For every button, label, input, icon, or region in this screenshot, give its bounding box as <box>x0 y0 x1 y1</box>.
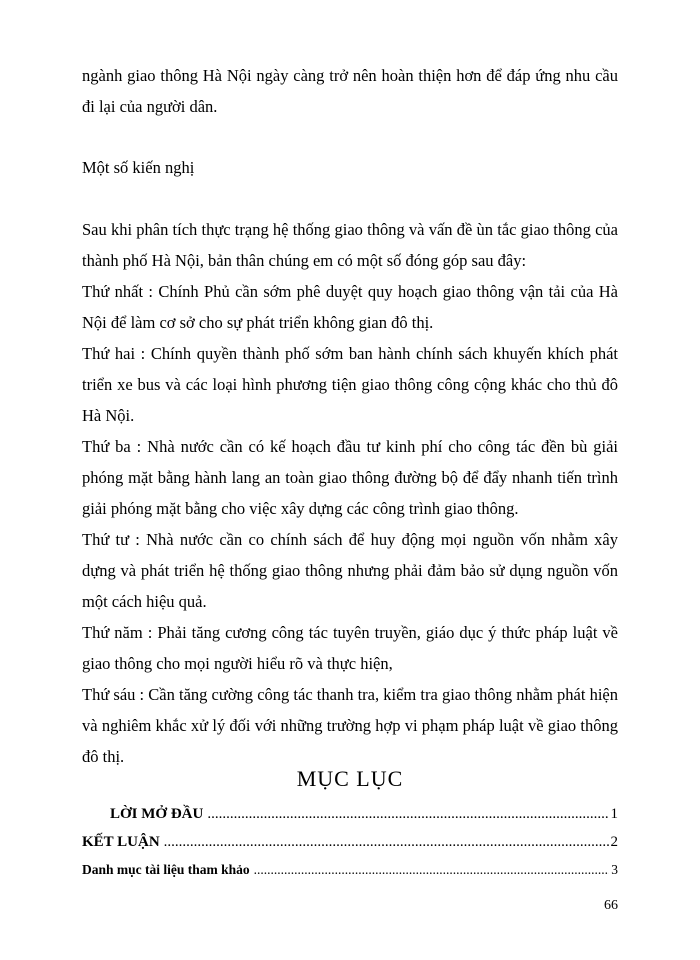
opening-paragraph: ngành giao thông Hà Nội ngày càng trở nên hoàn thiện hơn để đáp ứng nhu cầu đi lại của người dân. <box>82 66 618 116</box>
recommendation-item-1: Thứ nhất : Chính Phủ cần sớm phê duyệt quy hoạch giao thông vận tải của Hà Nội để làm cơ sở cho sự phát triển không gian đô thị. <box>82 282 618 332</box>
toc-entry-introduction[interactable] <box>82 806 618 828</box>
toc-entry-label: KẾT LUẬN <box>82 834 160 850</box>
page-number: 66 <box>604 898 618 913</box>
toc-dot-leader <box>207 806 608 823</box>
intro-paragraph: Sau khi phân tích thực trạng hệ thống giao thông và vấn đề ùn tắc giao thông của thành phố Hà Nội, bản thân chúng em có một số đóng góp sau đây: <box>82 220 618 270</box>
recommendation-item-2: Thứ hai : Chính quyền thành phố sớm ban hành chính sách khuyến khích phát triển xe bus và các loại hình phương tiện giao thông công cộng khác cho thủ đô Hà Nội. <box>82 344 618 425</box>
toc-dot-leader <box>254 862 610 878</box>
toc-entry-references[interactable] <box>82 862 618 884</box>
toc-entry-label: Danh mục tài liệu tham khảo <box>82 862 250 877</box>
toc-entry-page: 3 <box>611 862 618 877</box>
toc-dot-leader <box>164 834 609 851</box>
recommendation-item-4: Thứ tư : Nhà nước cần co chính sách để huy động mọi nguồn vốn nhằm xây dựng và phát triển hệ thống giao thông nhưng phải đảm bảo sử dụng nguồn vốn một cách hiệu quả. <box>82 530 618 611</box>
toc-entry-page: 2 <box>610 834 618 850</box>
toc-title: MỤC LỤC <box>296 766 404 791</box>
recommendation-item-5: Thứ năm : Phải tăng cương công tác tuyên truyền, giáo dục ý thức pháp luật về giao thông cho mọi người hiểu rõ và thực hiện, <box>82 623 618 673</box>
recommendation-item-6: Thứ sáu : Cần tăng cường công tác thanh tra, kiểm tra giao thông nhằm phát hiện và nghiêm khắc xử lý đối với những trường hợp vi phạm pháp luật về giao thông đô thị. <box>82 685 618 766</box>
recommendation-item-3: Thứ ba : Nhà nước cần có kế hoạch đầu tư kinh phí cho công tác đền bù giải phóng mặt bằng hành lang an toàn giao thông đường bộ để đẩy nhanh tiến trình giải phóng mặt bằng cho việc xây dựng các công trình giao thông. <box>82 437 618 518</box>
toc-entry-conclusion[interactable] <box>82 834 618 856</box>
toc-entry-page: 1 <box>610 806 618 822</box>
recommendations-heading: Một số kiến nghị <box>82 158 195 177</box>
toc-entry-label: LỜI MỞ ĐẦU <box>110 806 204 822</box>
